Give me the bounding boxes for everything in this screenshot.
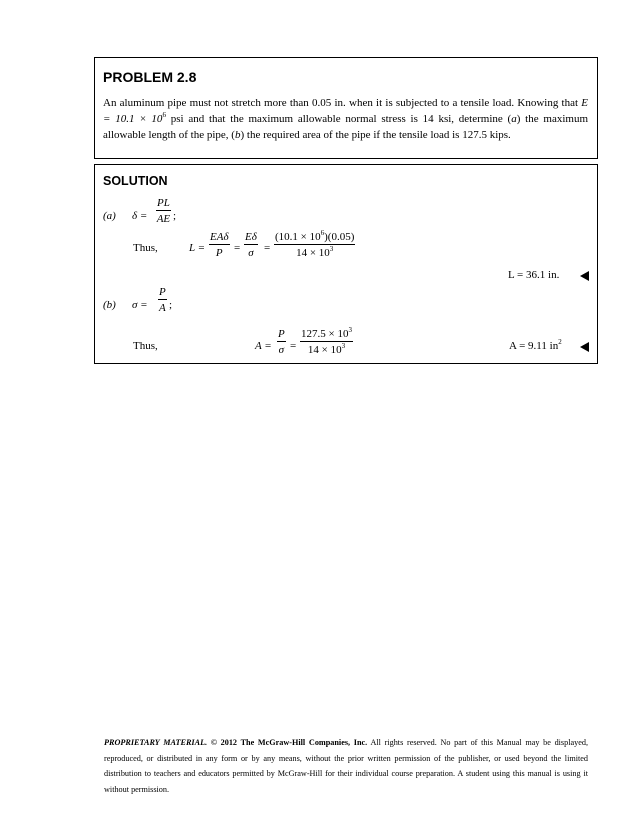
delta-denominator: AE [156, 213, 171, 225]
area-equals: = [290, 340, 297, 352]
part-a-label: (a) [103, 210, 116, 222]
modulus-exponent: 6 [162, 111, 166, 119]
problem-text-4: ) the required area of the pipe if the tensile load is 127.5 kips. [240, 129, 511, 141]
delta-lhs: δ = [132, 210, 148, 222]
part-b-thus: Thus, [133, 340, 158, 352]
footer-text: All rights reserved. No part of this Manual may be displayed, reproduced, or distributed in any form or by any means, without the prior written permission of the publisher, or used beyond the limited distribution to teachers and educators permitted by McGraw-Hill for their individual course preparation. A student using this manual is using it without permission. [104, 738, 588, 794]
area-lhs: A = [255, 340, 272, 352]
sigma-lhs: σ = [132, 299, 148, 311]
length-fraction-3 [274, 231, 355, 260]
problem-text-3: ) the maximum allowable length of the pipe, ( [103, 113, 588, 141]
area-fraction-2 [300, 328, 353, 357]
area-fraction-2-numerator: $127.5 \times 10^3$ [301, 326, 352, 340]
solution-box [94, 164, 598, 364]
area-answer-text: A = 9.11 in [509, 340, 559, 352]
area-answer [509, 340, 562, 352]
length-fraction-3-denominator: $14 \times 10^3$ [296, 245, 334, 259]
length-fraction-1-denominator: P [215, 247, 223, 259]
area-fraction-1-denominator: σ [278, 344, 285, 356]
delta-semicolon: ; [173, 210, 177, 222]
area-fraction-2-denominator: $14 \times 10^3$ [307, 342, 346, 356]
length-fraction-2-numerator: Eδ [245, 231, 257, 243]
length-answer [508, 269, 559, 281]
area-fraction-1 [277, 328, 286, 357]
length-fraction-2 [244, 231, 258, 260]
delta-numerator: PL [157, 197, 170, 209]
length-fraction-1-numerator: EAδ [210, 231, 229, 243]
sigma-numerator: P [159, 286, 166, 298]
problem-box [94, 57, 598, 159]
area-answer-exponent: 2 [558, 338, 562, 346]
problem-text-1: An aluminum pipe must not stretch more than 0.05 in. when it is subjected to a tensile load. Knowing that [103, 97, 582, 109]
sigma-denominator: A [159, 302, 166, 314]
delta-fraction [156, 197, 171, 226]
footer-label: PROPRIETARY MATERIAL. [104, 738, 208, 747]
answer-arrow-icon [580, 271, 589, 281]
length-fraction-3-numerator: $(10.1 \times 10^6)(0.05)$ [275, 229, 355, 243]
sigma-fraction [158, 286, 167, 315]
part-b-label: (b) [103, 299, 116, 311]
part-a-thus: Thus, [133, 242, 158, 254]
part-b-letter: b [234, 129, 241, 141]
part-a-letter: a [511, 113, 517, 125]
length-fraction-2-denominator: σ [248, 247, 254, 259]
length-fraction-1 [209, 231, 230, 260]
area-fraction-1-numerator: P [278, 328, 285, 340]
problem-title: PROBLEM 2.8 [103, 69, 197, 85]
copyright-footer [104, 735, 588, 797]
length-equals-1: = [234, 242, 241, 254]
solution-title: SOLUTION [103, 174, 168, 188]
problem-statement [103, 95, 588, 143]
length-lhs: L = [189, 242, 206, 254]
modulus-value: E = 10.1 × 10 [103, 97, 588, 125]
answer-arrow-icon [580, 342, 589, 352]
length-answer-text: L = 36.1 in. [508, 269, 560, 281]
sigma-semicolon: ; [169, 299, 173, 311]
length-equals-2: = [264, 242, 271, 254]
problem-text-2: psi and that the maximum allowable normal stress is 14 ksi, determine ( [165, 113, 512, 125]
footer-copyright: © 2012 The McGraw-Hill Companies, Inc. [207, 738, 368, 747]
